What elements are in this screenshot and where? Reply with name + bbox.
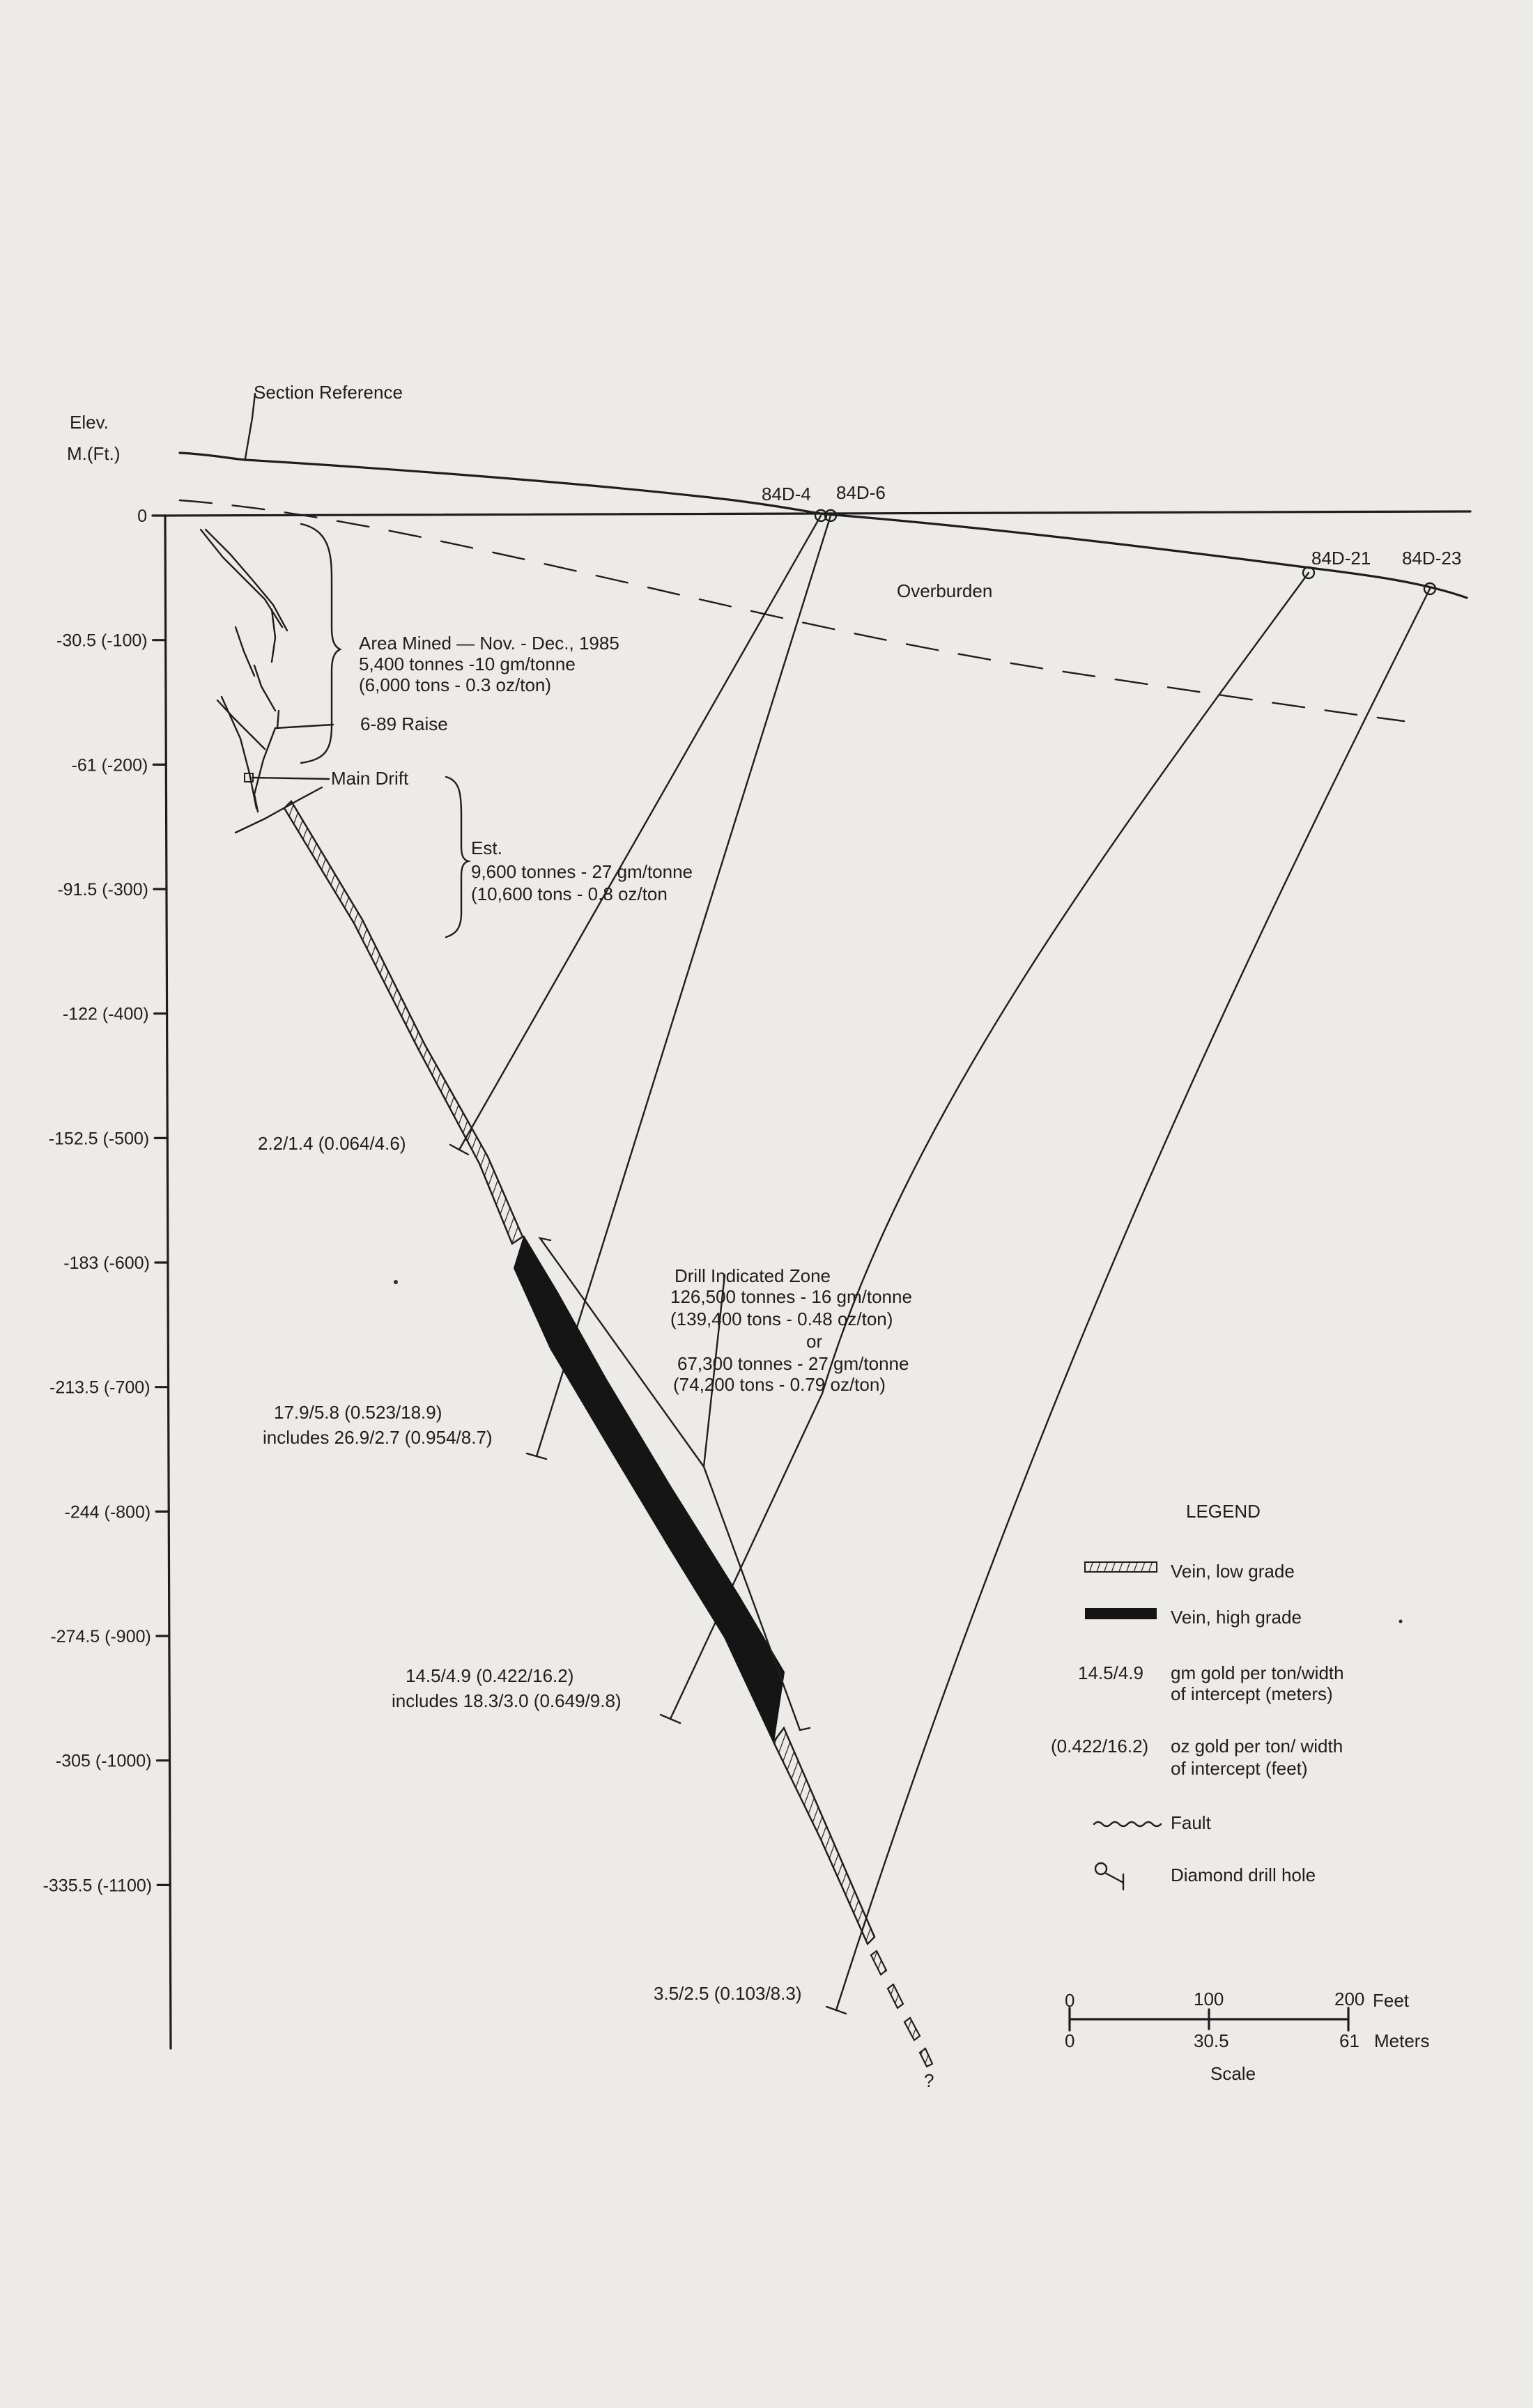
elevation-tick-label: -61 (-200) — [71, 755, 148, 775]
legend-metric-sample: 14.5/4.9 — [1078, 1662, 1143, 1683]
main-drift-fault — [236, 787, 322, 833]
section-reference-label: Section Reference — [254, 382, 403, 403]
elevation-tick-label: -122 (-400) — [62, 1004, 149, 1024]
elevation-tick-label: -274.5 (-900) — [50, 1627, 151, 1647]
elevation-tick-label: -213.5 (-700) — [49, 1377, 151, 1398]
vein-low-grade-lower — [773, 1728, 875, 1944]
scan-speck — [394, 1280, 398, 1284]
drill-trace-1-end — [450, 1145, 468, 1155]
estimate-brace — [446, 777, 468, 937]
elevation-tick-label: -152.5 (-500) — [48, 1129, 150, 1149]
drill-hole-label-84D-4: 84D-4 — [762, 484, 811, 504]
legend-drill-hole-label: Diamond drill hole — [1171, 1865, 1316, 1885]
stope-trace-7 — [277, 711, 279, 728]
vein-continuation-question: ? — [924, 2070, 934, 2091]
intercept-3b: includes 18.3/3.0 (0.649/9.8) — [392, 1690, 622, 1711]
area-mined-line-1: Area Mined — Nov. - Dec., 1985 — [359, 633, 619, 654]
estimate-line-2: 9,600 tonnes - 27 gm/tonne — [471, 861, 693, 882]
legend-low-grade-label: Vein, low grade — [1171, 1561, 1295, 1582]
legend — [1051, 1501, 1344, 1890]
section-reference-leader — [245, 394, 255, 458]
elevation-tick-label: -183 (-600) — [63, 1253, 150, 1274]
stope-trace-1 — [201, 530, 282, 627]
raise-leader — [275, 725, 333, 728]
scan-speck-2 — [1399, 1620, 1403, 1623]
area-mined-brace — [301, 524, 340, 763]
elevation-tick-label: -244 (-800) — [64, 1502, 151, 1522]
raise-trace — [222, 697, 256, 808]
stope-trace-3 — [272, 610, 275, 662]
scale-title: Scale — [1210, 2063, 1256, 2084]
elevation-tick-label: 0 — [137, 507, 147, 526]
axis-title-elev: Elev. — [70, 412, 109, 433]
drill-hole-label-84D-6: 84D-6 — [836, 482, 886, 503]
scale-meters-30: 30.5 — [1194, 2030, 1229, 2051]
area-mined-line-3: (6,000 tons - 0.3 oz/ton) — [359, 674, 552, 695]
scale-feet-100: 100 — [1194, 1989, 1224, 2009]
estimate-note — [471, 838, 693, 904]
area-mined-note — [359, 633, 619, 695]
raise-label: 6-89 Raise — [360, 713, 448, 734]
legend-metric-desc-1: gm gold per ton/width — [1171, 1662, 1344, 1683]
intercept-2a: 17.9/5.8 (0.523/18.9) — [274, 1402, 442, 1423]
elevation-ticks — [43, 507, 171, 1895]
drill-holes — [450, 482, 1461, 2014]
area-mined-line-2: 5,400 tonnes -10 gm/tonne — [359, 654, 576, 674]
legend-title: LEGEND — [1186, 1501, 1261, 1522]
legend-imperial-sample: (0.422/16.2) — [1051, 1736, 1149, 1757]
intercept-1: 2.2/1.4 (0.064/4.6) — [258, 1133, 406, 1154]
legend-metric-desc-2: of intercept (meters) — [1171, 1683, 1333, 1704]
elevation-tick-label: -335.5 (-1100) — [43, 1876, 153, 1896]
axis-title-units: M.(Ft.) — [67, 443, 121, 464]
legend-high-grade-label: Vein, high grade — [1171, 1607, 1302, 1628]
scale-meters-0: 0 — [1065, 2030, 1075, 2051]
elevation-tick-label: -305 (-1000) — [55, 1751, 152, 1771]
drill-zone-line-5: 67,300 tonnes - 27 gm/tonne — [677, 1353, 909, 1374]
drill-zone-line-6: (74,200 tons - 0.79 oz/ton) — [673, 1374, 886, 1395]
legend-high-grade-swatch — [1085, 1608, 1157, 1619]
drill-hole-label-84D-23: 84D-23 — [1402, 548, 1462, 569]
main-drift-leader — [252, 778, 329, 779]
legend-fault-label: Fault — [1171, 1812, 1211, 1833]
legend-imperial-desc-2: of intercept (feet) — [1171, 1758, 1308, 1779]
stope-trace-5 — [254, 665, 275, 711]
drill-zone-line-4: or — [806, 1331, 823, 1352]
drill-zone-line-3: (139,400 tons - 0.48 oz/ton) — [670, 1309, 893, 1329]
legend-low-grade-swatch — [1085, 1562, 1157, 1572]
intercept-4: 3.5/2.5 (0.103/8.3) — [654, 1983, 802, 2004]
overburden-label: Overburden — [897, 580, 993, 601]
drill-zone-note — [670, 1265, 912, 1395]
drill-hole-label-84D-21: 84D-21 — [1311, 548, 1371, 569]
legend-drill-hole-symbol — [1095, 1863, 1123, 1890]
scale-bar — [1065, 1989, 1429, 2084]
section-reference-line — [180, 453, 826, 514]
main-drift-label: Main Drift — [331, 768, 409, 789]
scale-feet-unit: Feet — [1373, 1990, 1410, 2011]
elevation-tick-label: -30.5 (-100) — [56, 631, 148, 651]
drill-zone-line-2: 126,500 tonnes - 16 gm/tonne — [670, 1286, 912, 1307]
estimate-line-1: Est. — [471, 838, 502, 858]
vein-projected-segments — [871, 1951, 932, 2067]
scale-feet-200: 200 — [1334, 1989, 1365, 2009]
legend-fault-symbol — [1094, 1822, 1161, 1826]
drill-trace-1 — [459, 516, 821, 1150]
elevation-axis-line — [165, 516, 171, 2048]
scale-meters-unit: Meters — [1374, 2030, 1430, 2051]
drill-trace-4 — [836, 589, 1430, 2010]
elevation-tick-label: -91.5 (-300) — [57, 880, 148, 900]
intercept-3a: 14.5/4.9 (0.422/16.2) — [406, 1665, 574, 1686]
drill-trace-3-end — [661, 1715, 680, 1723]
intercept-2b: includes 26.9/2.7 (0.954/8.7) — [263, 1427, 493, 1448]
stope-trace-4 — [236, 627, 254, 676]
legend-imperial-desc-1: oz gold per ton/ width — [1171, 1736, 1343, 1757]
drill-trace-3 — [670, 573, 1309, 1719]
scale-feet-0: 0 — [1065, 1990, 1075, 2011]
drill-zone-line-1: Drill Indicated Zone — [675, 1265, 831, 1286]
scale-meters-61: 61 — [1339, 2030, 1359, 2051]
elevation-axis — [43, 412, 171, 2048]
estimate-line-3: (10,600 tons - 0.8 oz/ton — [471, 883, 668, 904]
